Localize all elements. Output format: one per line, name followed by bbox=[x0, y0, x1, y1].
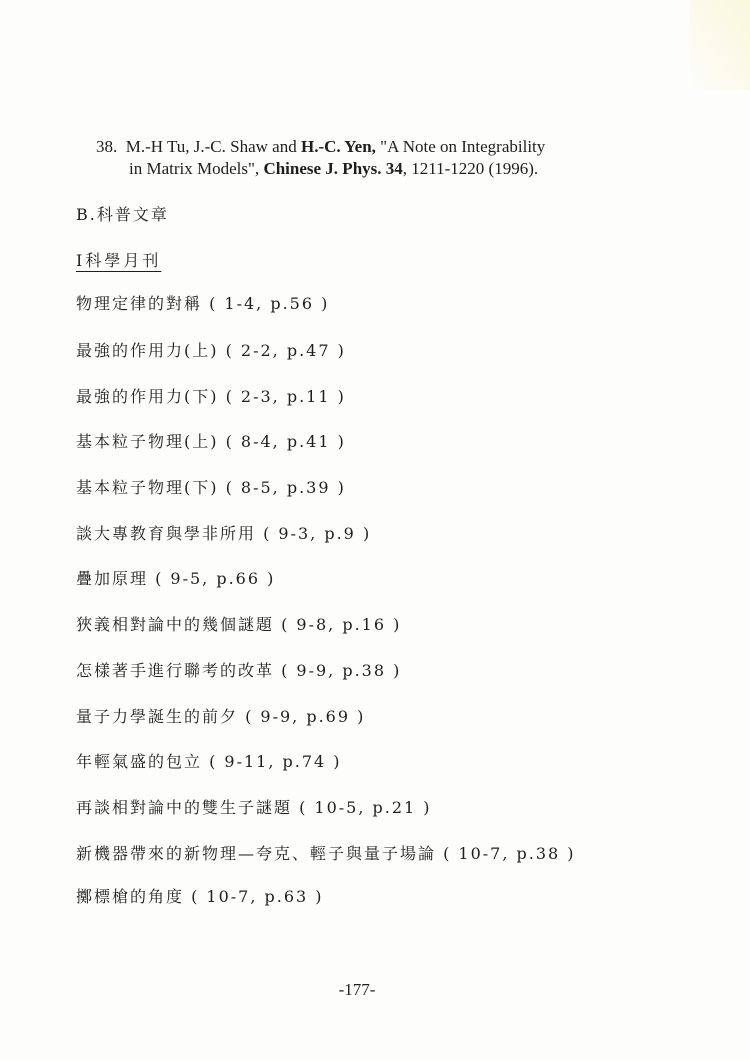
article-item: 最強的作用力(下) ( 2-3, p.11 ) bbox=[76, 387, 346, 406]
reference-pages-year: , 1211-1220 (1996). bbox=[402, 159, 539, 178]
reference-title-part1: "A Note on Integrability bbox=[380, 137, 546, 156]
reference-title-part2: in Matrix Models", bbox=[129, 159, 260, 178]
reference-authors: M.-H Tu, J.-C. Shaw and bbox=[125, 137, 297, 156]
reference-number: 38. bbox=[96, 137, 118, 156]
article-item: 疊加原理 ( 9-5, p.66 ) bbox=[76, 569, 276, 588]
reference-author-bold: H.-C. Yen, bbox=[300, 137, 376, 156]
subsection-heading: Ⅰ科學月刊 bbox=[76, 251, 162, 270]
article-item: 基本粒子物理(下) ( 8-5, p.39 ) bbox=[76, 478, 346, 497]
article-item: 怎樣著手進行聯考的改革 ( 9-9, p.38 ) bbox=[76, 661, 402, 680]
article-item: 談大專教育與學非所用 ( 9-3, p.9 ) bbox=[76, 524, 372, 543]
article-item: 最強的作用力(上) ( 2-2, p.47 ) bbox=[76, 341, 346, 360]
article-item: 量子力學誕生的前夕 ( 9-9, p.69 ) bbox=[76, 707, 366, 726]
page-number: -177- bbox=[338, 980, 376, 999]
article-item: 狹義相對論中的幾個謎題 ( 9-8, p.16 ) bbox=[76, 615, 402, 634]
article-item: 再談相對論中的雙生子謎題 ( 10-5, p.21 ) bbox=[76, 798, 432, 817]
article-item: 年輕氣盛的包立 ( 9-11, p.74 ) bbox=[76, 752, 342, 771]
paper-discoloration bbox=[690, 0, 750, 90]
article-item: 新機器帶來的新物理—夸克、輕子與量子場論 ( 10-7, p.38 ) bbox=[76, 844, 576, 863]
section-heading: B.科普文章 bbox=[76, 205, 169, 224]
reference-journal: Chinese J. Phys. 34 bbox=[263, 159, 403, 178]
reference-line-1 bbox=[96, 136, 616, 158]
reference-line-2 bbox=[96, 158, 616, 180]
article-item: 擲標槍的角度 ( 10-7, p.63 ) bbox=[76, 887, 324, 906]
article-item: 物理定律的對稱 ( 1-4, p.56 ) bbox=[76, 294, 330, 313]
reference-entry-38 bbox=[96, 136, 616, 180]
article-item: 基本粒子物理(上) ( 8-4, p.41 ) bbox=[76, 432, 346, 451]
